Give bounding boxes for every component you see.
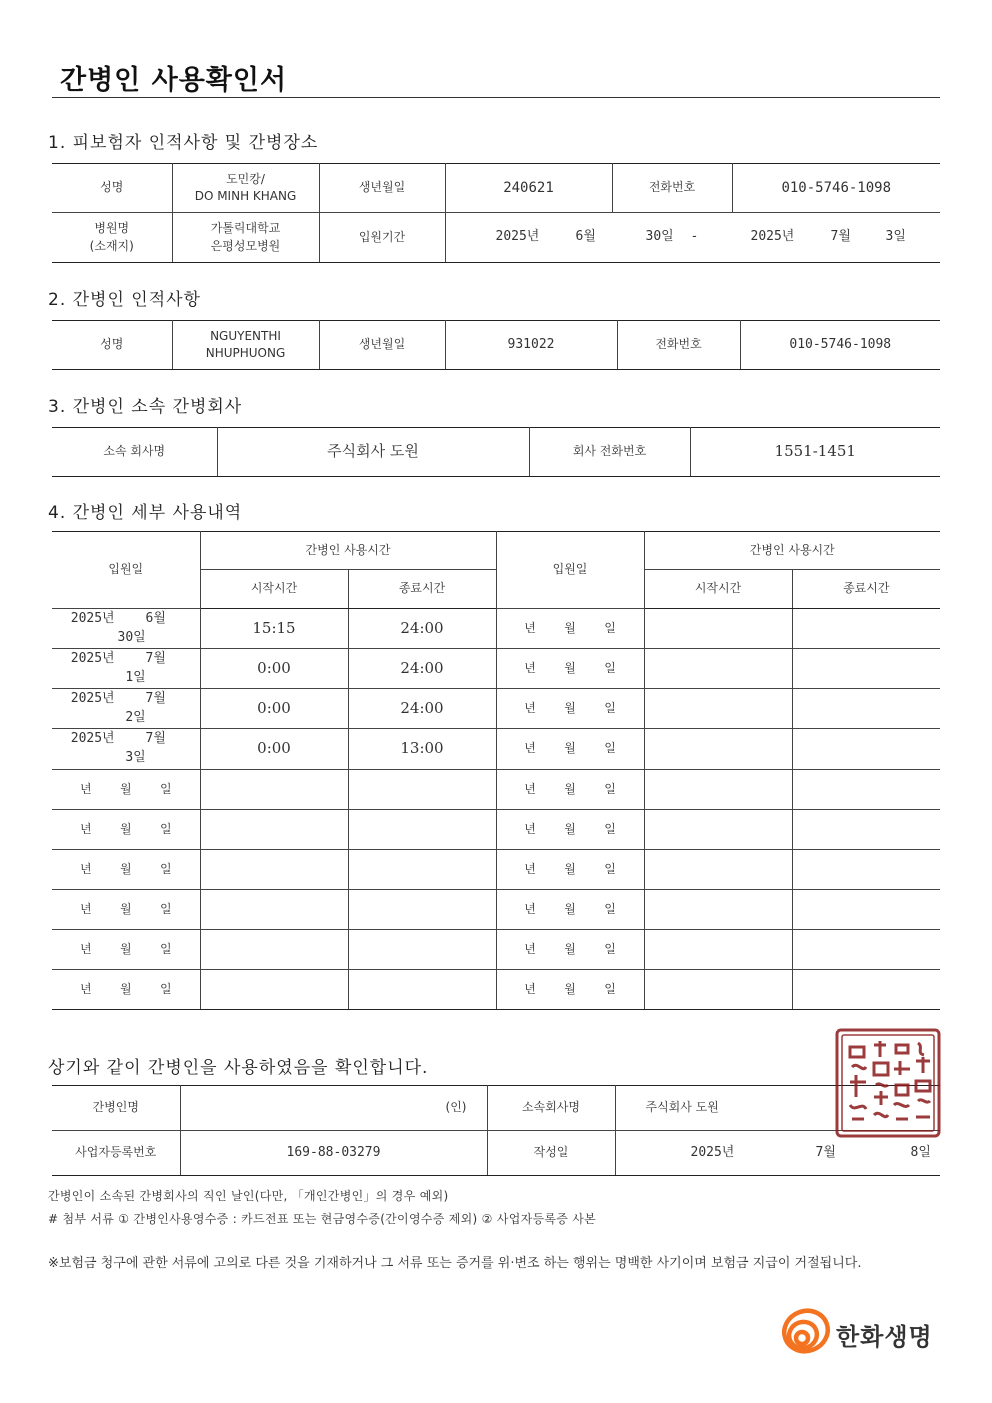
usage-year-unit: 년 (524, 620, 536, 635)
insured-phone-label: 전화번호 (612, 164, 732, 213)
usage-start-time-right (644, 770, 792, 810)
admission-period (445, 213, 940, 263)
confirmation-text: 상기와 같이 간병인을 사용하였음을 확인합니다. (48, 1058, 429, 1078)
usage-end-time-left (348, 850, 496, 890)
usage-year-unit: 년 (79, 941, 92, 956)
usage-row (52, 609, 940, 649)
usage-day-unit: 일 (604, 981, 616, 996)
hospital-label-line1: 병원명 (94, 221, 130, 236)
usage-day: 2일 (125, 709, 146, 725)
usage-year-unit: 년 (524, 781, 536, 796)
period-start-year: 2025년 (495, 229, 540, 245)
usage-start-time-right (644, 649, 792, 689)
usage-start-time-right (644, 930, 792, 970)
insured-name-english: DO MINH KHANG (194, 189, 297, 203)
usage-date-right (496, 930, 644, 970)
usage-date-left (52, 810, 200, 850)
section-2-heading: 2. 간병인 인적사항 (48, 290, 201, 310)
usage-date-left (52, 729, 200, 770)
usage-month: 7월 (145, 731, 166, 747)
usage-start-time-right (644, 810, 792, 850)
fraud-warning: ※보험금 청구에 관한 서류에 고의로 다른 것을 기재하거나 그 서류 또는 증거를 위·변조 하는 행위는 명백한 사기이며 보험금 지급이 거절됩니다. (48, 1256, 862, 1271)
usage-start-header-left: 시작시간 (200, 570, 348, 609)
usage-end-header-right: 종료시간 (792, 570, 940, 609)
usage-month-unit: 월 (564, 700, 576, 715)
usage-end-time-left (348, 770, 496, 810)
usage-end-time-left (348, 970, 496, 1010)
hanwha-life-logo (778, 1305, 938, 1361)
period-dash: - (690, 229, 699, 245)
usage-start-time-left: 0:00 (200, 729, 348, 770)
usage-start-time-left: 0:00 (200, 649, 348, 689)
document-title: 간병인 사용확인서 (60, 65, 288, 96)
usage-end-time-right (792, 970, 940, 1010)
caregiver-name-label: 성명 (52, 321, 172, 370)
usage-date-right (496, 649, 644, 689)
usage-year-unit: 년 (524, 901, 536, 916)
hanwha-logo-text: 한화생명 (836, 1323, 933, 1351)
usage-month-unit: 월 (119, 861, 132, 876)
usage-month-unit: 월 (564, 941, 576, 956)
usage-start-time-left: 0:00 (200, 689, 348, 729)
usage-row (52, 850, 940, 890)
insured-phone: 010-5746-1098 (732, 164, 940, 213)
usage-end-time-right (792, 930, 940, 970)
usage-month-unit: 월 (119, 821, 132, 836)
title-divider (52, 97, 940, 98)
usage-day-unit: 일 (604, 901, 616, 916)
usage-year: 2025년 (70, 731, 115, 747)
usage-start-time-left (200, 770, 348, 810)
usage-date-left (52, 930, 200, 970)
usage-month-unit: 월 (119, 901, 132, 916)
hospital-name-line1: 가톨릭대학교 (210, 221, 281, 236)
company-name-label: 소속 회사명 (52, 428, 217, 477)
usage-row (52, 810, 940, 850)
caregiver-name-line1: NGUYENTHI (210, 328, 281, 343)
usage-start-time-left (200, 890, 348, 930)
usage-year-unit: 년 (79, 901, 92, 916)
usage-start-time-right (644, 729, 792, 770)
usage-day-unit: 일 (604, 941, 616, 956)
usage-start-time-right (644, 609, 792, 649)
usage-year-unit: 년 (79, 781, 92, 796)
period-end-month: 7월 (830, 229, 851, 245)
biz-no: 169-88-03279 (180, 1131, 487, 1176)
admission-period-label: 입원기간 (319, 213, 445, 263)
usage-end-time-left: 24:00 (348, 609, 496, 649)
usage-end-time-right (792, 729, 940, 770)
usage-date-right (496, 970, 644, 1010)
usage-day-unit: 일 (159, 821, 172, 836)
usage-row (52, 649, 940, 689)
hanwha-logo-icon (778, 1305, 834, 1361)
caregiver-sign-label: 간병인명 (52, 1086, 180, 1131)
usage-start-time-left: 15:15 (200, 609, 348, 649)
usage-start-time-right (644, 970, 792, 1010)
company-name: 주식회사 도원 (217, 428, 529, 477)
usage-year-unit: 년 (524, 741, 536, 756)
usage-end-time-left: 24:00 (348, 689, 496, 729)
usage-end-time-right (792, 649, 940, 689)
usage-month-unit: 월 (564, 821, 576, 836)
usage-date-header-left: 입원일 (52, 532, 200, 609)
usage-month-unit: 월 (564, 861, 576, 876)
usage-time-header-right: 간병인 사용시간 (644, 532, 940, 570)
usage-row (52, 930, 940, 970)
usage-month-unit: 월 (564, 660, 576, 675)
usage-row (52, 770, 940, 810)
caregiver-table (52, 320, 940, 370)
usage-year-unit: 년 (79, 981, 92, 996)
usage-day-unit: 일 (159, 901, 172, 916)
usage-end-time-right (792, 810, 940, 850)
usage-start-time-right (644, 850, 792, 890)
usage-end-time-left (348, 930, 496, 970)
usage-month-unit: 월 (564, 781, 576, 796)
usage-month-unit: 월 (119, 981, 132, 996)
insured-name-korean: 도민캉/ (226, 171, 265, 186)
usage-end-time-right (792, 850, 940, 890)
period-start-day: 30일 (645, 229, 674, 245)
write-date-year: 2025년 (690, 1144, 735, 1160)
usage-date-right (496, 770, 644, 810)
usage-start-header-right: 시작시간 (644, 570, 792, 609)
period-start-month: 6월 (575, 229, 596, 245)
date-label: 작성일 (487, 1131, 615, 1176)
usage-day: 3일 (125, 750, 146, 765)
usage-year: 2025년 (70, 690, 115, 706)
usage-year-unit: 년 (524, 941, 536, 956)
usage-date-left (52, 850, 200, 890)
usage-day-unit: 일 (604, 781, 616, 796)
usage-month-unit: 월 (119, 941, 132, 956)
caregiver-birth-label: 생년월일 (319, 321, 445, 370)
caregiver-phone: 010-5746-1098 (740, 321, 940, 370)
usage-end-time-right (792, 770, 940, 810)
usage-start-time-left (200, 850, 348, 890)
usage-date-right (496, 890, 644, 930)
usage-day-unit: 일 (604, 741, 616, 756)
usage-day-unit: 일 (159, 941, 172, 956)
sign-company-label: 소속회사명 (487, 1086, 615, 1131)
write-date-day: 8일 (910, 1144, 931, 1160)
usage-day-unit: 일 (159, 861, 172, 876)
insured-table (52, 163, 940, 263)
usage-year-unit: 년 (524, 660, 536, 675)
company-seal-stamp (834, 1027, 942, 1139)
section-3-heading: 3. 간병인 소속 간병회사 (48, 397, 243, 417)
usage-row (52, 970, 940, 1010)
caregiver-sign-field (180, 1086, 487, 1131)
usage-year: 2025년 (70, 610, 115, 626)
usage-row (52, 689, 940, 729)
usage-date-left (52, 890, 200, 930)
usage-table (52, 531, 940, 1010)
usage-month: 6월 (145, 610, 166, 626)
hospital-name-line2: 은평성모병원 (210, 238, 281, 253)
usage-month: 7월 (145, 690, 166, 706)
caregiver-name-line2: NHUPHUONG (205, 346, 286, 360)
usage-month: 7월 (145, 650, 166, 666)
insured-birth: 240621 (445, 164, 612, 213)
usage-year-unit: 년 (79, 861, 92, 876)
usage-end-header-left: 종료시간 (348, 570, 496, 609)
usage-month-unit: 월 (564, 901, 576, 916)
usage-day-unit: 일 (159, 781, 172, 796)
usage-date-right (496, 609, 644, 649)
usage-year-unit: 년 (79, 821, 92, 836)
biz-no-label: 사업자등록번호 (52, 1131, 180, 1176)
section-1-heading: 1. 피보험자 인적사항 및 간병장소 (48, 133, 319, 153)
usage-date-right (496, 850, 644, 890)
usage-start-time-right (644, 689, 792, 729)
caregiver-birth: 931022 (445, 321, 617, 370)
usage-date-left (52, 689, 200, 729)
usage-row (52, 729, 940, 770)
usage-day: 30일 (117, 629, 146, 645)
usage-start-time-left (200, 810, 348, 850)
usage-day: 1일 (125, 669, 146, 685)
note-attachments: # 첨부 서류 ① 간병인사용영수증 : 카드전표 또는 현금영수증(간이영수증 제외) ② 사업자등록증 사본 (48, 1212, 597, 1226)
insured-birth-label: 생년월일 (319, 164, 445, 213)
usage-month-unit: 월 (564, 620, 576, 635)
company-phone: 1551-1451 (690, 428, 940, 477)
signature-table (52, 1085, 940, 1176)
insured-name (172, 164, 319, 213)
company-phone-label: 회사 전화번호 (529, 428, 690, 477)
usage-start-time-left (200, 930, 348, 970)
sign-company: 주식회사 도원 (615, 1086, 940, 1131)
usage-time-header-left: 간병인 사용시간 (200, 532, 496, 570)
caregiver-name (172, 321, 319, 370)
usage-day-unit: 일 (604, 620, 616, 635)
usage-month-unit: 월 (564, 741, 576, 756)
hospital-label (52, 213, 172, 263)
usage-end-time-left (348, 890, 496, 930)
write-date-month: 7월 (815, 1144, 836, 1160)
usage-start-time-right (644, 890, 792, 930)
usage-start-time-left (200, 970, 348, 1010)
company-table (52, 427, 940, 477)
usage-end-time-right (792, 609, 940, 649)
usage-date-left (52, 609, 200, 649)
usage-day-unit: 일 (604, 821, 616, 836)
caregiver-phone-label: 전화번호 (617, 321, 740, 370)
usage-day-unit: 일 (604, 660, 616, 675)
usage-day-unit: 일 (159, 981, 172, 996)
hospital-name (172, 213, 319, 263)
hospital-label-line2: (소재지) (89, 238, 134, 253)
usage-end-time-left: 24:00 (348, 649, 496, 689)
insured-name-label: 성명 (52, 164, 172, 213)
usage-year-unit: 년 (524, 700, 536, 715)
usage-end-time-right (792, 890, 940, 930)
section-4-heading: 4. 간병인 세부 사용내역 (48, 503, 243, 523)
usage-year-unit: 년 (524, 861, 536, 876)
usage-month-unit: 월 (119, 781, 132, 796)
period-end-day: 3일 (885, 229, 906, 245)
usage-end-time-left (348, 810, 496, 850)
note-seal: 간병인이 소속된 간병회사의 직인 날인(다만, 「개인간병인」의 경우 예외) (48, 1189, 449, 1203)
usage-year: 2025년 (70, 650, 115, 666)
usage-year-unit: 년 (524, 821, 536, 836)
usage-date-left (52, 970, 200, 1010)
usage-day-unit: 일 (604, 700, 616, 715)
usage-date-right (496, 810, 644, 850)
usage-date-header-right: 입원일 (496, 532, 644, 609)
usage-row (52, 890, 940, 930)
usage-date-right (496, 689, 644, 729)
seal-mark: (인) (445, 1100, 467, 1115)
usage-end-time-left: 13:00 (348, 729, 496, 770)
usage-year-unit: 년 (524, 981, 536, 996)
usage-date-left (52, 770, 200, 810)
usage-month-unit: 월 (564, 981, 576, 996)
period-end-year: 2025년 (750, 229, 795, 245)
usage-date-left (52, 649, 200, 689)
usage-date-right (496, 729, 644, 770)
usage-end-time-right (792, 689, 940, 729)
usage-day-unit: 일 (604, 861, 616, 876)
